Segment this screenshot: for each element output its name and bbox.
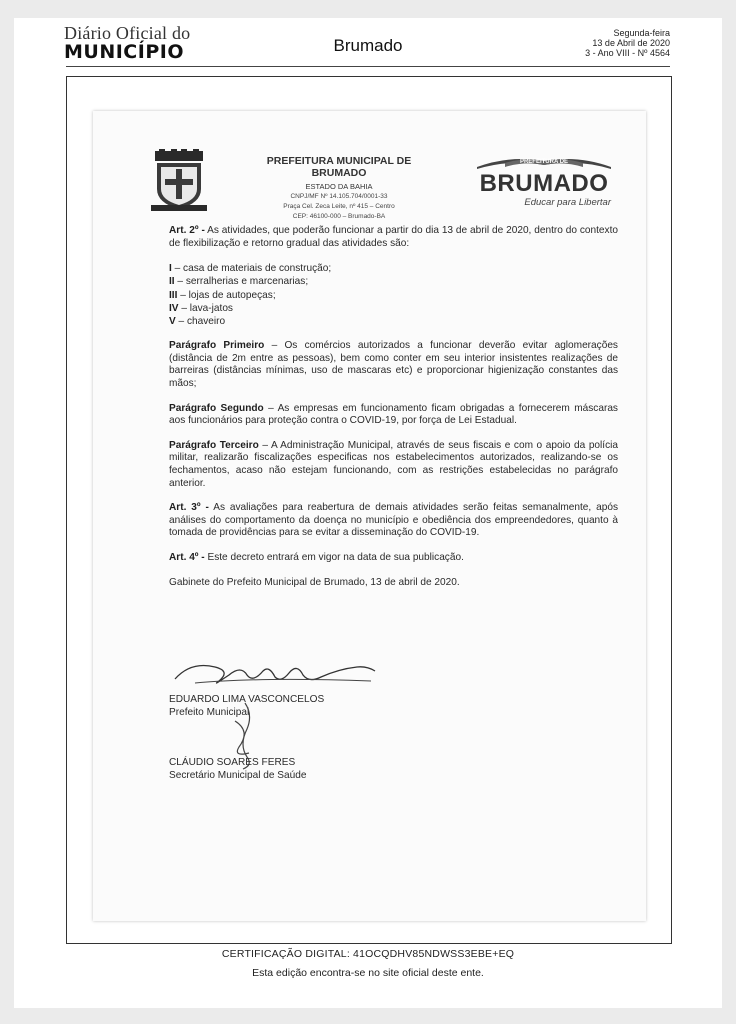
article-3-label: Art. 3º - bbox=[169, 502, 209, 514]
article-3-text: As avaliações para reabertura de demais atividades serão feitas semanalmente, após análises do comportamento da doença no município e obediência dos empreendedores, quanto à tomada de providências para se evitar a disseminação do COVID-19. bbox=[169, 502, 618, 539]
signer-1-name: EDUARDO LIMA VASCONCELOS bbox=[169, 694, 325, 705]
signer-1 bbox=[169, 694, 429, 719]
signer-2-role: Secretário Municipal de Saúde bbox=[169, 769, 307, 781]
letterhead-cnpj: CNPJ/MF Nº 14.105.704/0001-33 bbox=[290, 193, 388, 200]
paragraph-third-text: – A Administração Municipal, através de seus fiscais e com o apoio da polícia militar, realizarão fiscalizações especificas nos estabelecimentos autorizados, realizando-se os fechamentos, acaso não estejam funcionando, com as restrições estabelecidas no parágrafo anterior. bbox=[169, 439, 618, 489]
header-date: 13 de Abril de 2020 bbox=[592, 38, 670, 48]
paragraph-second-text: – As empresas em funcionamento ficam obrigadas a fornecerem máscaras aos funcionários para proteção contra o COVID-19, por força de Lei Estadual. bbox=[169, 402, 618, 427]
item-number: II bbox=[169, 276, 175, 288]
list-item bbox=[169, 262, 618, 275]
publication-page bbox=[14, 18, 722, 1008]
signature-mayor-icon bbox=[171, 653, 381, 689]
scanned-decree bbox=[93, 111, 646, 921]
item-number: V bbox=[169, 316, 176, 327]
article-4-text: Este decreto entrará em vigor na data de sua publicação. bbox=[204, 551, 464, 563]
letterhead-text bbox=[239, 155, 439, 221]
signer-1-role: Prefeito Municipal bbox=[169, 706, 250, 718]
list-item bbox=[169, 289, 618, 302]
letterhead-state: ESTADO DA BAHIA bbox=[305, 182, 373, 191]
brand-slogan: Educar para Libertar bbox=[524, 197, 611, 208]
paragraph-second-label: Parágrafo Segundo bbox=[169, 402, 264, 414]
item-number: III bbox=[169, 289, 178, 301]
letterhead-cep: CEP: 46100-000 – Brumado-BA bbox=[292, 213, 386, 220]
letterhead-address: Praça Cel. Zeca Leite, nº 415 – Centro bbox=[283, 203, 395, 210]
activity-list bbox=[169, 262, 618, 328]
paragraph-third bbox=[169, 440, 618, 490]
item-text: – serralherias e marcenarias; bbox=[177, 276, 309, 288]
article-3 bbox=[169, 502, 618, 540]
brumado-brand-logo bbox=[471, 155, 617, 213]
letterhead-title: PREFEITURA MUNICIPAL DE BRUMADO bbox=[266, 155, 412, 179]
logo-line2: MUNICÍPIO bbox=[64, 41, 184, 63]
paragraph-third-label: Parágrafo Terceiro bbox=[169, 439, 259, 451]
list-item bbox=[169, 315, 618, 328]
brand-prefix: PREFEITURA DE bbox=[519, 159, 569, 165]
item-number: IV bbox=[169, 302, 179, 314]
header-divider bbox=[66, 66, 670, 67]
header-edition-info bbox=[585, 28, 670, 58]
article-2 bbox=[169, 225, 618, 250]
closing-line: Gabinete do Prefeito Municipal de Brumado, 13 de abril de 2020. bbox=[169, 576, 460, 588]
header-edition: 3 - Ano VIII - Nº 4564 bbox=[585, 48, 670, 58]
item-number: I bbox=[169, 263, 172, 275]
item-text: – lojas de autopeças; bbox=[180, 289, 276, 301]
paragraph-first-label: Parágrafo Primeiro bbox=[169, 340, 265, 352]
article-2-text: As atividades, que poderão funcionar a partir do dia 13 de abril de 2020, dentro do contexto de flexibilização e retorno gradual das atividades são: bbox=[169, 225, 619, 249]
coat-of-arms-icon bbox=[151, 149, 207, 213]
list-item bbox=[169, 275, 618, 288]
item-text: – lava-jatos bbox=[181, 302, 233, 314]
header-city: Brumado bbox=[333, 36, 403, 55]
article-2-label: Art. 2º - bbox=[169, 225, 205, 236]
signer-2-name: CLÁUDIO SOARES FERES bbox=[169, 757, 296, 768]
digital-certification: CERTIFICAÇÃO DIGITAL: 41OCQDHV85NDWSS3EBE+EQ bbox=[221, 948, 515, 960]
article-4-label: Art. 4º - bbox=[169, 551, 205, 563]
content-frame bbox=[66, 76, 672, 944]
article-4 bbox=[169, 552, 618, 565]
brand-name: BRUMADO bbox=[479, 170, 609, 197]
item-text: – casa de materiais de construção; bbox=[174, 263, 332, 275]
list-item bbox=[169, 302, 618, 315]
logo-line1: Diário Oficial do bbox=[64, 23, 191, 43]
paragraph-first bbox=[169, 340, 618, 390]
item-text: – chaveiro bbox=[178, 316, 226, 327]
decree-body bbox=[169, 225, 618, 601]
header-weekday: Segunda-feira bbox=[613, 28, 670, 38]
paragraph-first-text: – Os comércios autorizados a funcionar deverão evitar aglomerações (distância de 2m entre as pessoas), bem como conter em seu interior insistentes realizações de barreiras (distâncias mínimas, uso de mascaras etc) e proporcionar higienização constantes das mãos; bbox=[169, 340, 618, 389]
footer-note: Esta edição encontra-se no site oficial deste ente. bbox=[252, 967, 484, 979]
paragraph-second bbox=[169, 403, 618, 428]
signer-2 bbox=[169, 757, 429, 782]
